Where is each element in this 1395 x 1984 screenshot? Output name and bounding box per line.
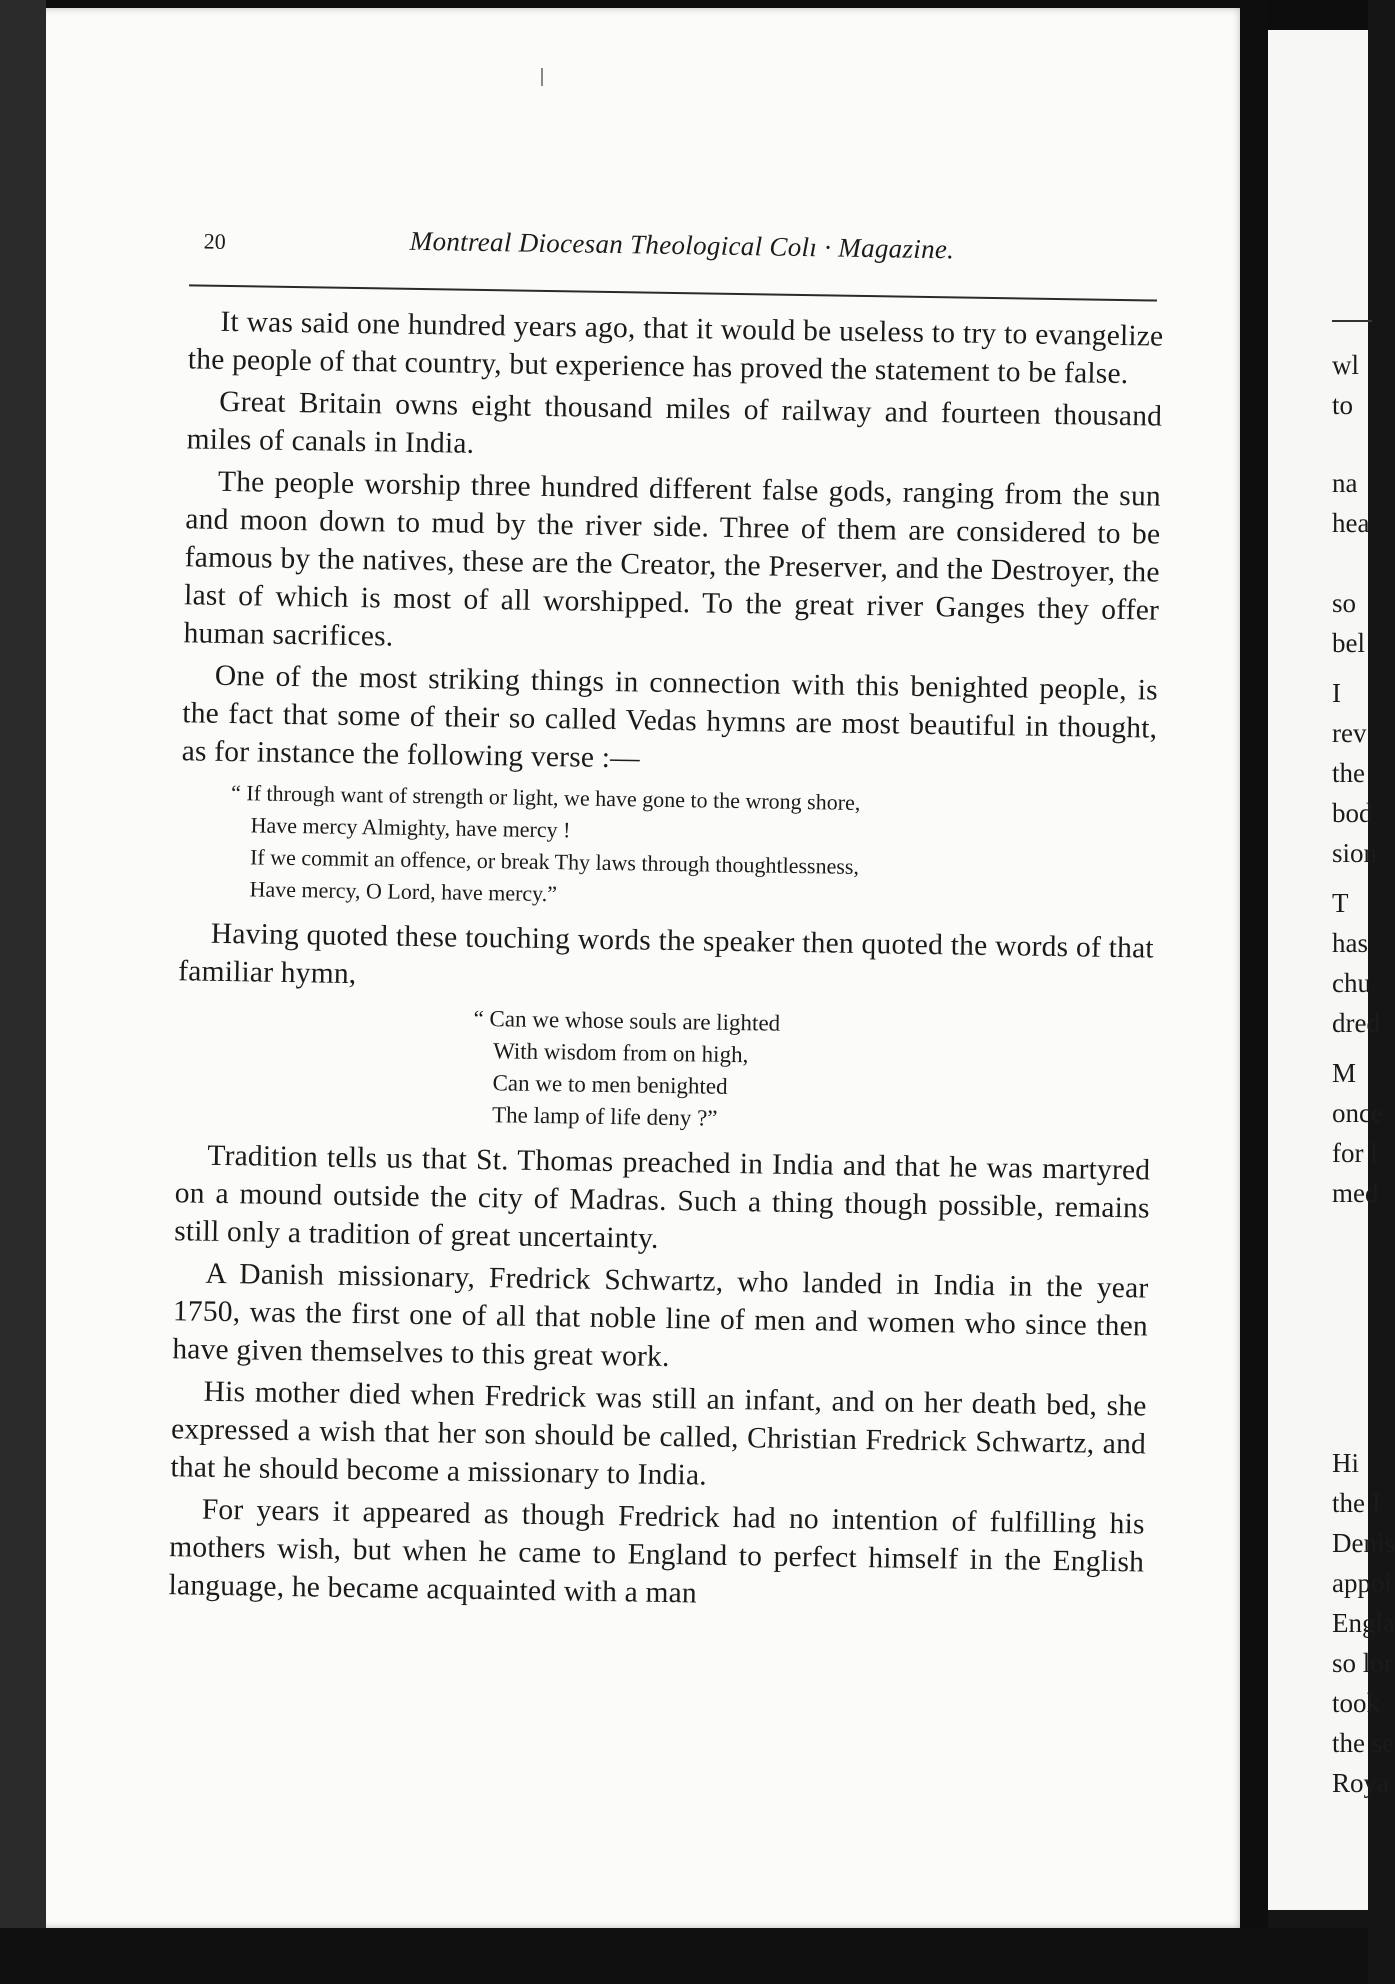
next-page-text: I <box>1332 678 1341 708</box>
next-page-rule <box>1332 320 1372 322</box>
next-page-text: so lor <box>1332 1648 1393 1678</box>
next-page-text: na <box>1332 468 1358 498</box>
page-number: 20 <box>203 228 226 254</box>
paragraph: The people worship three hundred different false gods, ranging from the sun and moon down to mud by the river side. Three of them are considered to be famous by the natives, these are the Creator, the Preserver, and the Destroyer, the last of which is most of all worshipped. To the great river Ganges they offer human sacrifices. <box>183 465 1162 653</box>
next-page-text: rev <box>1332 718 1367 748</box>
paragraph: Great Britain owns eight thousand miles of railway and fourteen thousand miles of canals in India. <box>186 385 1163 460</box>
next-page-text: to <box>1332 390 1354 420</box>
next-page-text: sion <box>1332 838 1378 868</box>
hymn-line: With wisdom from on high, <box>492 1038 749 1068</box>
next-page-text: has <box>1332 928 1368 958</box>
next-page-text: bod <box>1332 798 1373 828</box>
next-page-text: T <box>1332 888 1349 918</box>
hymn-line: “ Can we whose souls are lighted <box>473 1005 781 1036</box>
journal-title: Montreal Diocesan Theological Colı · Magazine. <box>409 225 955 265</box>
next-page-text: M <box>1332 1058 1357 1088</box>
next-page-text: dred <box>1332 1008 1380 1038</box>
next-page-text: wl <box>1332 350 1359 380</box>
paragraph: Tradition tells us that St. Thomas preached in India and that he was martyred on a mound outside the city of Madras. Such a thing though possible, remains still only a tradition of great uncertainty. <box>173 1139 1151 1255</box>
paragraph: For years it appeared as though Fredrick had no intention of fulfilling his mothers wish, but when he came to England to perfect himself in the English language, he became acquainted with a man <box>168 1493 1145 1610</box>
scan-mark <box>541 68 543 86</box>
paragraph: One of the most striking things in connection with this benighted people, is the fact that some of their so called Vedas hymns are most beautiful in thought, as for instance the following verse :— <box>181 659 1159 775</box>
next-page-text: Roya <box>1332 1768 1389 1798</box>
verse-line: “ If through want of strength or light, we have gone to the wrong shore, <box>230 780 861 815</box>
paragraph: His mother died when Fredrick was still an infant, and on her death bed, she expressed a wish that her son should be called, Christian Fredrick Schwartz, and that he should become a missionary to India. <box>170 1375 1147 1492</box>
next-page-text: appoi <box>1332 1568 1392 1598</box>
next-page-edge <box>1268 30 1395 1910</box>
next-page-text: Denis <box>1332 1528 1395 1558</box>
next-page-text: the se <box>1332 1728 1395 1758</box>
verse-line: If we commit an offence, or break Thy laws through thoughtlessness, <box>249 844 860 879</box>
next-page-text: the I <box>1332 1488 1381 1518</box>
paragraph: It was said one hundred years ago, that it would be useless to try to evangelize the people of that country, but experience has proved the statement to be false. <box>187 305 1164 391</box>
next-page-text: Hi <box>1332 1448 1359 1478</box>
verse-line: Have mercy Almighty, have mercy ! <box>250 812 571 843</box>
next-page-text: so <box>1332 588 1357 618</box>
page-content <box>168 222 1165 1623</box>
left-scan-border <box>0 0 46 1984</box>
paragraph: Having quoted these touching words the speaker then quoted the words of that familiar hymn, <box>178 917 1155 991</box>
hymn-verse <box>472 1003 1153 1142</box>
book-gutter <box>1240 0 1268 1984</box>
paragraph: A Danish missionary, Fredrick Schwartz, who landed in India in the year 1750, was the first one of all that noble line of men and women who since then have given themselves to this great work. <box>172 1257 1149 1374</box>
next-page-text: chu <box>1332 968 1371 998</box>
verse-line: Have mercy, O Lord, have mercy.” <box>249 876 558 907</box>
next-page-text: for l <box>1332 1138 1378 1168</box>
next-page-text: hea <box>1332 508 1370 538</box>
hymn-line: The lamp of life deny ?” <box>491 1102 718 1131</box>
next-page-text: med <box>1332 1178 1379 1208</box>
next-page-text: took <box>1332 1688 1381 1718</box>
next-page-text: bel <box>1332 628 1365 658</box>
next-page-text: the <box>1332 758 1365 788</box>
hymn-line: Can we to men benighted <box>492 1070 728 1099</box>
next-page-text: Engla <box>1332 1608 1395 1638</box>
vedas-verse <box>229 777 1156 920</box>
next-page-text: once <box>1332 1098 1383 1128</box>
bottom-scan-border <box>0 1928 1368 1984</box>
